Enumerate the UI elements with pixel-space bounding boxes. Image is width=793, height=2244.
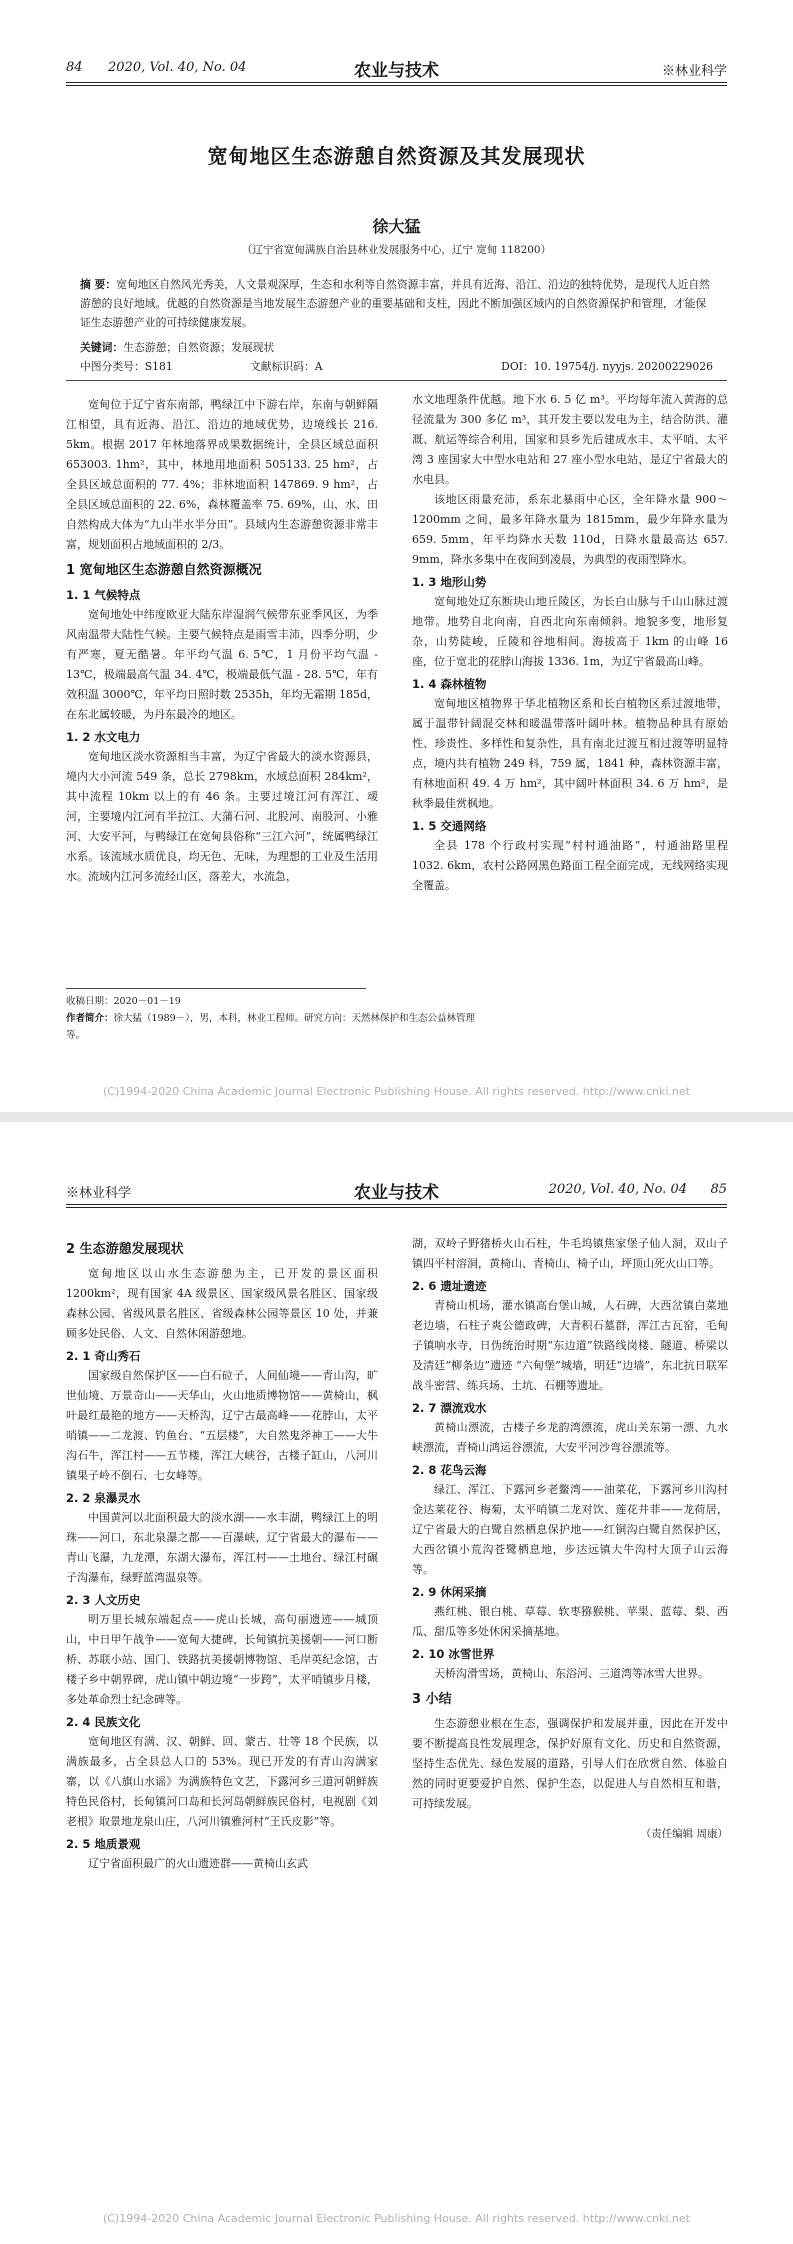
section-heading: 3 小结 (412, 1692, 452, 1707)
header-rule (66, 1207, 727, 1208)
paragraph: 宽甸地处辽东断块山地丘陵区，为长白山脉与千山山脉过渡地带。地势自北向南，自西北向东南倾斜。地貌多变，地形复杂，山势陡峻，丘陵和谷地相间。海拔高于 1km 的山峰 16 座，位于宽北的花脖山海拔 1336. 1m，为辽宁省最高山峰。 (412, 595, 728, 668)
subsection-heading: 2. 7 漂流戏水 (412, 1401, 487, 1415)
article-title: 宽甸地区生态游憩自然资源及其发展现状 (207, 144, 586, 168)
paragraph: 燕红桃、银白桃、草莓、软枣猕猴桃、苹果、蓝莓、梨、西瓜、甜瓜等多处休闲采摘基地。 (412, 1605, 728, 1638)
subsection-heading: 2. 5 地质景观 (66, 1837, 141, 1851)
volume-info: 2020, Vol. 40, No. 04 (108, 60, 247, 75)
subsection-heading: 1. 2 水文电力 (66, 730, 141, 744)
paragraph: 辽宁省面积最广的火山遗迹群——黄椅山玄武 (88, 1857, 308, 1870)
section-heading: 1 宽甸地区生态游憩自然资源概况 (66, 563, 262, 578)
section-label: ※林业科学 (661, 64, 727, 79)
page-number: 84 (66, 60, 83, 75)
paragraph: 该地区雨量充沛，系东北暴雨中心区，全年降水量 900～1200mm 之间，最多年降水量为 1815mm，最少年降水量为 659. 5mm，年平均降水天数 110d，日降水量最高达 657. 9mm，降水多集中在夜间到凌晨，为典型的夜雨型降水。 (412, 493, 728, 566)
paragraph: 宽甸地区淡水资源相当丰富，为辽宁省最大的淡水资源县，境内大小河流 549 条，总长 2798km，水域总面积 284km²，其中流程 10km 以上的有 46 条。主要过境江河有浑江、叆河，主要境内江河有半拉江、大蒲石河、北股河、南股河、小雅河、大安平河，与鸭绿江在宽甸县俗称“三江六河”，统属鸭绿江水系。该流域水质优良，均无色、无味，为理想的工业及生活用水。流域内江河多流经山区，落差大，水流急， (66, 750, 378, 883)
paragraph: 宽甸地处中纬度欧亚大陆东岸湿润气候带东亚季风区，为季风南温带大陆性气候。主要气候特点是雨雪丰沛，四季分明，少有严寒，夏无酷暑。年平均气温 6. 5℃，1 月份平均气温 - 13℃，极端最高气温 34. 4℃，极端最低气温 - 28. 5℃，年有效积温 3000℃，年平均日照时数 2535h，年均无霜期 185d，在东北属较暖，为丹东最冷的地区。 (66, 608, 378, 721)
left-column (66, 395, 378, 887)
subsection-heading: 2. 6 遗址遗迹 (412, 1279, 487, 1293)
paragraph: 宽甸地区植物界于华北植物区系和长白植物区系过渡地带，属于温带针阔混交林和暖温带落叶阔叶林。植物品种具有原始性、珍贵性、多样性和复杂性，具有南北过渡互相过渡等明显特点，境内共有植物 249 科，759 属，1841 种，森林资源丰富，有林地面积 49. 4 万 hm²，其中阔叶林面积 34. 6 万 hm²，是秋季最佳赏枫地。 (412, 697, 728, 810)
subsection-heading: 1. 3 地形山势 (412, 575, 487, 589)
paragraph: 宽甸地区以山水生态游憩为主，已开发的景区面积 1200km²，现有国家 4A 级景区、国家级风景名胜区、国家级森林公园、省级风景名胜区、省级森林公园等景区 10 处，并兼顾多处民俗、人文、自然休闲游憩地。 (66, 1267, 378, 1340)
paragraph: 天桥沟滑雪场，黄椅山、东浴河、三道湾等冰雪大世界。 (434, 1667, 709, 1680)
paragraph: 水文地理条件优越。地下水 6. 5 亿 m³。平均每年流入黄海的总径流量为 300 多亿 m³，其开发主要以发电为主，结合防洪、灌溉、航运等综合利用，国家和县乡先后建成水丰、太平哨、太平湾 3 座国家大中型水电站和 27 座小型水电站，是辽宁省最大的水电县。 (412, 393, 728, 486)
paragraph: 湖，双岭子野猪桥火山石柱，牛毛坞镇焦家堡子仙人洞，双山子镇四平村溶洞，黄椅山、青椅山、椅子山，坪顶山死火山口等。 (412, 1237, 728, 1270)
author-affiliation: （辽宁省宽甸满族自治县林业发展服务中心，辽宁 宽甸 118200） (241, 244, 552, 256)
header-rule (66, 1204, 727, 1205)
subsection-heading: 2. 4 民族文化 (66, 1715, 141, 1729)
abstract-label: 摘 要： (80, 278, 117, 291)
left-column (66, 1234, 378, 1874)
right-column (412, 1234, 728, 1844)
paragraph: 绿江、浑江、下露河乡老鳖湾——油菜花，下露河乡川沟村金达莱花谷、梅菊，太平哨镇二龙对饮、莲花井菲——龙荷居，辽宁省最大的白鹭自然栖息保护地——红铜沟白鹭自然保护区，大西岔镇小荒沟苍鹭栖息地，步达远镇大牛沟村大顶子山云海等。 (412, 1483, 728, 1576)
article-meta (80, 359, 713, 375)
paragraph: 明万里长城东端起点——虎山长城，高句丽遗迹——城顶山，中日甲午战争——宽甸大捷碑，长甸镇抗美援朝——河口断桥、苏联小站、国门、铁路抗美援朝博物馆、毛岸英纪念馆，古楼子乡中朝界碑，虎山镇中朝边境“一步跨”，太平哨镇步月楼，多处革命烈士纪念碑等。 (66, 1613, 378, 1706)
section-label: ※林业科学 (66, 1186, 132, 1201)
author-bio-label: 作者简介： (66, 1013, 114, 1024)
footnote-rule (66, 988, 366, 989)
paragraph: 青椅山机场，灌水镇高台堡山城，人石碑，大西岔镇白菜地老边墙，石柱子爽公德政碑，大青积石墓群，浑江古瓦窑，毛甸子镇响水寺，日伪统治时期“东边道”铁路线岗楼、隧道、桥梁以及清廷“柳条边”遗迹 “六甸堡”城墙，明廷“边墙”，东北抗日联军战斗密营、练兵场、土坑、石棚等遗址。 (412, 1299, 728, 1392)
received-date: 收稿日期：2020－01－19 (66, 996, 181, 1007)
subsection-heading: 2. 3 人文历史 (66, 1593, 141, 1607)
subsection-heading: 1. 4 森林植物 (412, 677, 487, 691)
running-header (66, 56, 727, 82)
author-name: 徐大猛 (372, 217, 421, 236)
page-84 (0, 0, 793, 1112)
subsection-heading: 2. 9 休闲采摘 (412, 1585, 487, 1599)
abstract (80, 275, 713, 332)
paragraph: 生态游憩业根在生态，强调保护和发展并重，因此在开发中要不断提高良性发展理念，保护好原有文化、历史和自然资源，坚持生态优先、绿色发展的道路，引导人们在欣赏自然、体验自然的同时更要爱护自然、保护生态，以促进人与自然相互和谐，可持续发展。 (412, 1717, 728, 1810)
subsection-heading: 2. 1 奇山秀石 (66, 1349, 141, 1363)
volume-info: 2020, Vol. 40, No. 04 (548, 1182, 687, 1197)
document-code: 文献标识码：A (250, 360, 323, 373)
journal-title: 农业与技术 (354, 61, 439, 81)
subsection-heading: 2. 10 冰雪世界 (412, 1647, 495, 1661)
abstract-text: 宽甸地区自然风光秀美，人文景观深厚，生态和水利等自然资源丰富，并具有近海、沿江、沿边的独特优势，是现代人近自然游憩的良好地域。优越的自然资源是当地发展生态游憩产业的重要基础和支柱，因此不断加强区域内的自然资源保护和管理，才能保证生态游憩产业的可持续健康发展。 (80, 278, 710, 329)
keywords (80, 340, 713, 355)
copyright-notice: (C)1994-2020 China Academic Journal Electronic Publishing House. All rights reserved. http://www.cnki.net (103, 2212, 690, 2225)
paragraph: 全县 178 个行政村实现“村村通油路”，村通油路里程 1032. 6km，农村公路网黑色路面工程全面完成，无线网络实现全覆盖。 (412, 839, 728, 892)
paragraph: 中国黄河以北面积最大的淡水湖——水丰湖，鸭绿江上的明珠——河口，东北泉瀑之都——百瀑峡，辽宁省最大的瀑布——青山飞瀑，九龙潭，东湖大瀑布，浑江村——土地台、绿江村碾子沟瀑布，绿野蓝湾温泉等。 (66, 1511, 378, 1584)
header-rule (66, 82, 727, 83)
paragraph: 国家级自然保护区——白石砬子，人间仙境——青山沟，旷世仙境、万景奇山——天华山，火山地质博物馆——黄椅山，枫叶最红最艳的地方——天桥沟，辽宁古最高峰——花脖山，太平哨镇——二龙渡、钓鱼台、“五层楼”，大自然鬼斧神工——大牛沟石牛，浑江村——五节楼，浑江大峡谷，古楼子缸山，八河川镇果子岭不倒石、七女峰等。 (66, 1369, 378, 1482)
keywords-label: 关键词： (80, 341, 124, 354)
page-85 (0, 1122, 793, 2244)
header-rule (66, 85, 727, 86)
keywords-text: 生态游憩；自然资源；发展现状 (123, 341, 275, 354)
footnote (66, 988, 486, 1044)
paragraph: 宽甸地区有满、汉、朝鲜、回、蒙古、壮等 18 个民族，以满族最多，占全县总人口的 53%。现已开发的有青山沟满家寨，以《八旗山水谣》为满族特色文艺，下露河乡三道河朝鲜族特色民俗村，长甸镇河口岛和长河岛朝鲜族民俗村，电视剧《刘老根》取景地龙泉山庄，八河川镇雅河村“王氏皮影”等。 (66, 1735, 378, 1828)
copyright-notice: (C)1994-2020 China Academic Journal Electronic Publishing House. All rights reserved. http://www.cnki.net (103, 1085, 690, 1098)
subsection-heading: 1. 1 气候特点 (66, 588, 141, 602)
author-bio (66, 1010, 486, 1044)
subsection-heading: 1. 5 交通网络 (412, 819, 487, 833)
section-heading: 2 生态游憩发展现状 (66, 1242, 184, 1257)
journal-title: 农业与技术 (354, 1183, 439, 1203)
page-number: 85 (710, 1182, 727, 1197)
paragraph: 宽甸位于辽宁省东南部，鸭绿江中下游右岸，东南与朝鲜隔江相望，具有近海、沿江、沿边的地域优势，边境线长 216. 5km。根据 2017 年林地落界成果数据统计，全县区域总面积 653003. 1hm²，其中，林地用地面积 505133. 25 hm²，占全县区域总面积的 77. 4%；非林地面积 147869. 9 hm²，占全县区域总面积的 22. 6%，森林覆盖率 75. 69%，山、水、田自然构成大体为“九山半水半分田”。县域内生态游憩资源非常丰富，规划面积占地域面积的 2/3。 (66, 398, 378, 551)
running-header (66, 1178, 727, 1204)
paragraph: 黄椅山漂流，古楼子乡龙韵湾漂流，虎山关东第一漂、九水峡漂流，青椅山鸿运谷漂流，大安平河沙弯谷漂流等。 (412, 1421, 728, 1454)
author-bio-text: 徐大猛（1989－），男，本科，林业工程师。研究方向：天然林保护和生态公益林管理等。 (66, 1013, 475, 1041)
meta-rule (66, 380, 727, 381)
clc-number: 中图分类号：S181 (80, 360, 173, 373)
subsection-heading: 2. 8 花鸟云海 (412, 1463, 487, 1477)
subsection-heading: 2. 2 泉瀑灵水 (66, 1491, 141, 1505)
right-column (412, 390, 728, 896)
responsible-editor: （责任编辑 周康） (640, 1828, 728, 1840)
doi: DOI：10. 19754/j. nyyjs. 20200229026 (501, 360, 713, 373)
